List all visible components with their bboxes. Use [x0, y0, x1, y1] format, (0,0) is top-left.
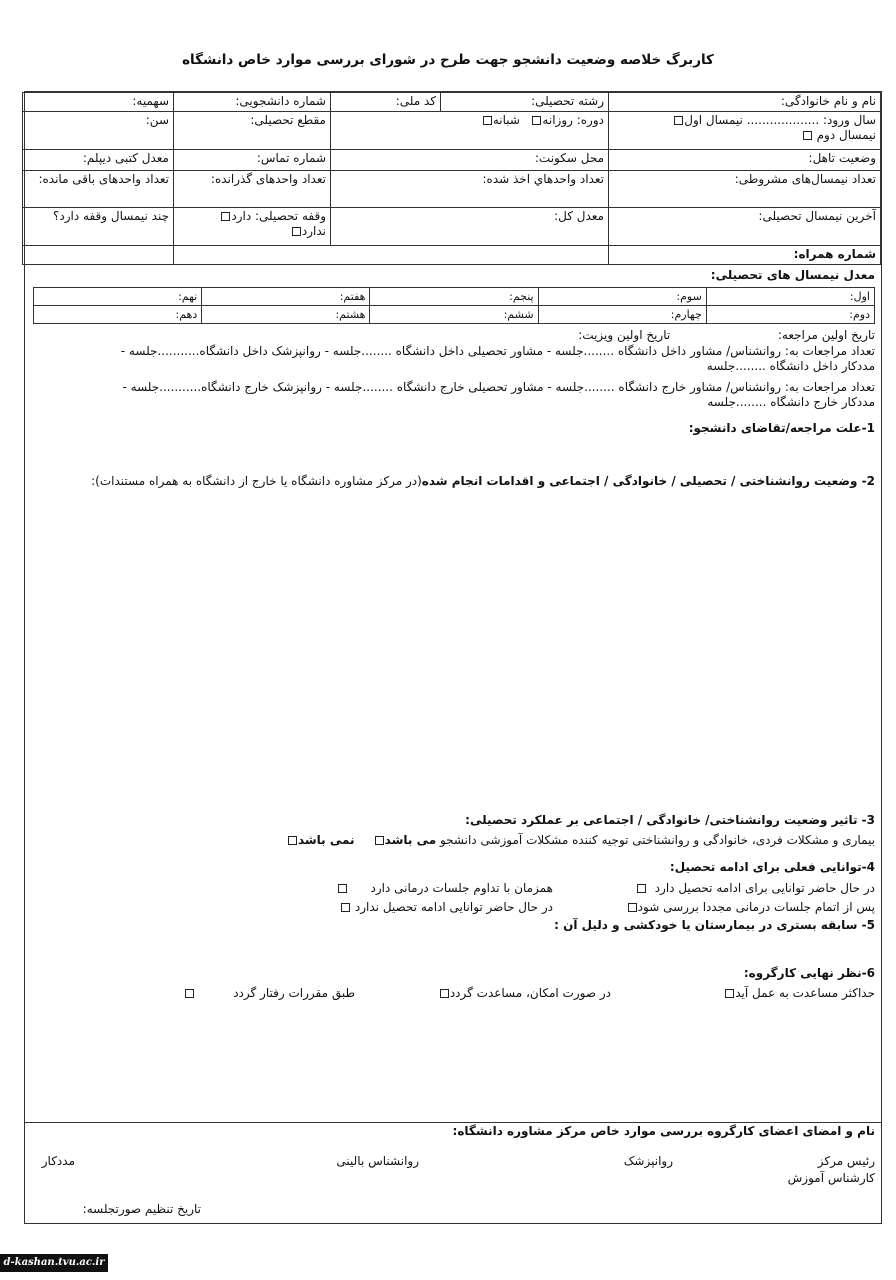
- national-code-field[interactable]: کد ملی:: [331, 93, 441, 112]
- inside-visits-line-1: تعداد مراجعات به: روانشناس/ مشاور داخل دانشگاه ........جلسه - مشاور تحصیلی داخل دانشگاه ........جلسه - روانپزشک داخل دانشگاه...........جلسه -: [120, 344, 875, 358]
- units-remaining-field[interactable]: تعداد واحدهای باقی مانده:: [23, 171, 174, 208]
- ability-option-1: [636, 881, 875, 895]
- outside-visits-line-1: تعداد مراجعات به: روانشناس/ مشاور خارج دانشگاه ........جلسه - مشاور تحصیلی خارج دانشگاه ........جلسه - روانپزشک خارج دانشگاه...........جلسه -: [122, 380, 875, 394]
- quota-field[interactable]: سهمیه:: [23, 93, 174, 112]
- residence-field[interactable]: محل سکونت:: [331, 150, 609, 171]
- night-course-checkbox[interactable]: [483, 116, 492, 125]
- mobile-field[interactable]: شماره همراه:: [609, 246, 881, 265]
- opinion-option-2: [439, 986, 611, 1000]
- student-number-field[interactable]: شماره دانشجویی:: [174, 93, 331, 112]
- section-1-reason: 1-علت مراجعه/تقاضای دانشجو:: [688, 421, 875, 435]
- study-pause-cell: [174, 208, 331, 246]
- sem-3[interactable]: سوم:: [538, 288, 706, 306]
- sig-center-head: رئیس مرکز: [817, 1154, 875, 1168]
- first-visit-date[interactable]: تاریخ اولین ویزیت:: [578, 328, 671, 342]
- entry-year-cell: [609, 112, 881, 150]
- mobile-empty-cell-2: [23, 246, 174, 265]
- ability-option-3-label: پس از اتمام جلسات درمانی مجددا بررسی شود: [637, 900, 875, 914]
- section-2-status: [31, 474, 875, 489]
- ability-option-3: [627, 900, 875, 914]
- last-semester-field[interactable]: آخرین نیمسال تحصیلی:: [609, 208, 881, 246]
- outside-visits: [31, 380, 875, 410]
- first-visit-row: [578, 328, 875, 342]
- probation-semesters-field[interactable]: تعداد نیمسال‌های مشروطی:: [609, 171, 881, 208]
- pause-yes-checkbox[interactable]: [221, 212, 230, 221]
- pause-no-label: ندارد: [301, 224, 326, 238]
- opinion-option-1-label: حداکثر مساعدت به عمل آید: [735, 986, 875, 1000]
- units-passed-field[interactable]: تعداد واحدهای گذرانده:: [174, 171, 331, 208]
- opinion-option-1-checkbox[interactable]: [725, 989, 734, 998]
- pause-yes-label: وقفه تحصیلی: دارد: [231, 209, 326, 223]
- impact-text: بیماری و مشکلات فردی، خانوادگی و روانشناختی توجیه کننده مشکلات آموزشی دانشجو: [439, 833, 875, 847]
- second-semester-label: نیمسال دوم: [816, 128, 876, 142]
- ability-option-2-label: همزمان با تداوم جلسات درمانی دارد: [370, 881, 553, 895]
- sem-8[interactable]: هشتم:: [202, 306, 370, 324]
- course-type-cell: [331, 112, 609, 150]
- mobile-empty-cell: [174, 246, 609, 265]
- sem-10[interactable]: دهم:: [34, 306, 202, 324]
- ability-option-3-checkbox[interactable]: [628, 903, 637, 912]
- sem-9[interactable]: نهم:: [34, 288, 202, 306]
- signatures-title: نام و امضای اعضای کارگروه بررسی موارد خاص مرکز مشاوره دانشگاه:: [452, 1124, 875, 1138]
- pause-count-field[interactable]: چند نیمسال وقفه دارد؟: [23, 208, 174, 246]
- opinion-option-3-checkbox[interactable]: [185, 989, 194, 998]
- sig-social-worker: مددکار: [41, 1154, 75, 1168]
- sig-clinical-psychologist: روانشناس بالینی: [336, 1154, 419, 1168]
- second-semester-checkbox[interactable]: [803, 131, 812, 140]
- outside-visits-line-2: مددکار خارج دانشگاه ........جلسه: [707, 395, 875, 409]
- sig-psychiatrist: روانپزشک: [623, 1154, 673, 1168]
- full-name-field[interactable]: نام و نام خانوادگی:: [609, 93, 881, 112]
- sig-education-expert: کارشناس آموزش: [787, 1171, 875, 1185]
- entry-year-label: سال ورود: ................... نیمسال اول: [684, 113, 876, 127]
- inside-visits-line-2: مددکار داخل دانشگاه ........جلسه: [706, 359, 875, 373]
- sem-4[interactable]: چهارم:: [538, 306, 706, 324]
- opinion-option-3: [184, 986, 355, 1000]
- age-field[interactable]: سن:: [23, 112, 174, 150]
- section-6-opinion: 6-نظر نهایی کارگروه:: [743, 966, 875, 980]
- course-night-label: شبانه: [492, 113, 520, 127]
- sem-7[interactable]: هفتم:: [202, 288, 370, 306]
- impact-no-label: نمی باشد: [297, 833, 355, 847]
- diploma-gpa-field[interactable]: معدل کتبی دیپلم:: [23, 150, 174, 171]
- semester-gpa-table: [33, 287, 875, 324]
- gpa-semesters-title: معدل نیمسال های تحصیلی:: [710, 268, 875, 282]
- section-5-history: 5- سابقه بستری در بیمارستان یا خودکشی و دلیل آن :: [554, 918, 875, 932]
- section-3-impact: 3- تاثیر وضعیت روانشناختی/ خانوادگی / اجتماعی بر عملکرد تحصیلی:: [465, 813, 875, 827]
- ability-option-1-label: در حال حاضر توانایی برای ادامه تحصیل دارد: [654, 881, 875, 895]
- ability-option-4: [340, 900, 553, 914]
- course-day-label: دوره: روزانه: [542, 113, 604, 127]
- total-gpa-field[interactable]: معدل کل:: [331, 208, 609, 246]
- inside-visits: [31, 344, 875, 374]
- sem-1[interactable]: اول:: [706, 288, 874, 306]
- ability-option-2: [337, 881, 553, 895]
- ability-option-4-checkbox[interactable]: [341, 903, 350, 912]
- section-2-title: 2- وضعیت روانشناختی / تحصیلی / خانوادگی / اجتماعی و اقدامات انجام شده: [421, 474, 875, 488]
- student-info-table: [22, 92, 881, 265]
- section-2-note: (در مرکز مشاوره دانشگاه یا خارج از دانشگاه به همراه مستندات):: [91, 474, 422, 488]
- impact-no-checkbox[interactable]: [288, 836, 297, 845]
- signature-divider: [25, 1122, 881, 1123]
- sem-2[interactable]: دوم:: [706, 306, 874, 324]
- pause-no-checkbox[interactable]: [292, 227, 301, 236]
- sem-5[interactable]: پنجم:: [370, 288, 538, 306]
- impact-row: [287, 833, 875, 847]
- opinion-option-2-label: در صورت امکان، مساعدت گردد: [449, 986, 611, 1000]
- impact-yes-label: می باشد: [384, 833, 437, 847]
- opinion-option-1: [724, 986, 875, 1000]
- opinion-option-2-checkbox[interactable]: [440, 989, 449, 998]
- units-taken-field[interactable]: تعداد واحدهاي اخذ شده:: [331, 171, 609, 208]
- degree-level-field[interactable]: مقطع تحصیلی:: [174, 112, 331, 150]
- minutes-date[interactable]: تاریخ تنظیم صورتجلسه:: [82, 1202, 201, 1216]
- ability-option-1-checkbox[interactable]: [637, 884, 646, 893]
- sem-6[interactable]: ششم:: [370, 306, 538, 324]
- contact-number-field[interactable]: شماره تماس:: [174, 150, 331, 171]
- major-field[interactable]: رشته تحصیلی:: [441, 93, 609, 112]
- opinion-option-3-label: طبق مقررات رفتار گردد: [233, 986, 355, 1000]
- form-frame: [24, 91, 882, 1224]
- section-4-ability: 4-توانایی فعلی برای ادامه تحصیل:: [669, 860, 875, 874]
- impact-yes-checkbox[interactable]: [375, 836, 384, 845]
- day-course-checkbox[interactable]: [532, 116, 541, 125]
- first-referral-date[interactable]: تاریخ اولین مراجعه:: [777, 328, 875, 342]
- footer-url[interactable]: d-kashan.tvu.ac.ir: [0, 1254, 108, 1272]
- ability-option-2-checkbox[interactable]: [338, 884, 347, 893]
- first-semester-checkbox[interactable]: [674, 116, 683, 125]
- form-title: کاربرگ خلاصه وضعیت دانشجو جهت طرح در شورای بررسی موارد خاص دانشگاه: [182, 52, 714, 68]
- marital-status-field[interactable]: وضعیت تاهل:: [609, 150, 881, 171]
- ability-option-4-label: در حال حاضر توانایی ادامه تحصیل ندارد: [354, 900, 553, 914]
